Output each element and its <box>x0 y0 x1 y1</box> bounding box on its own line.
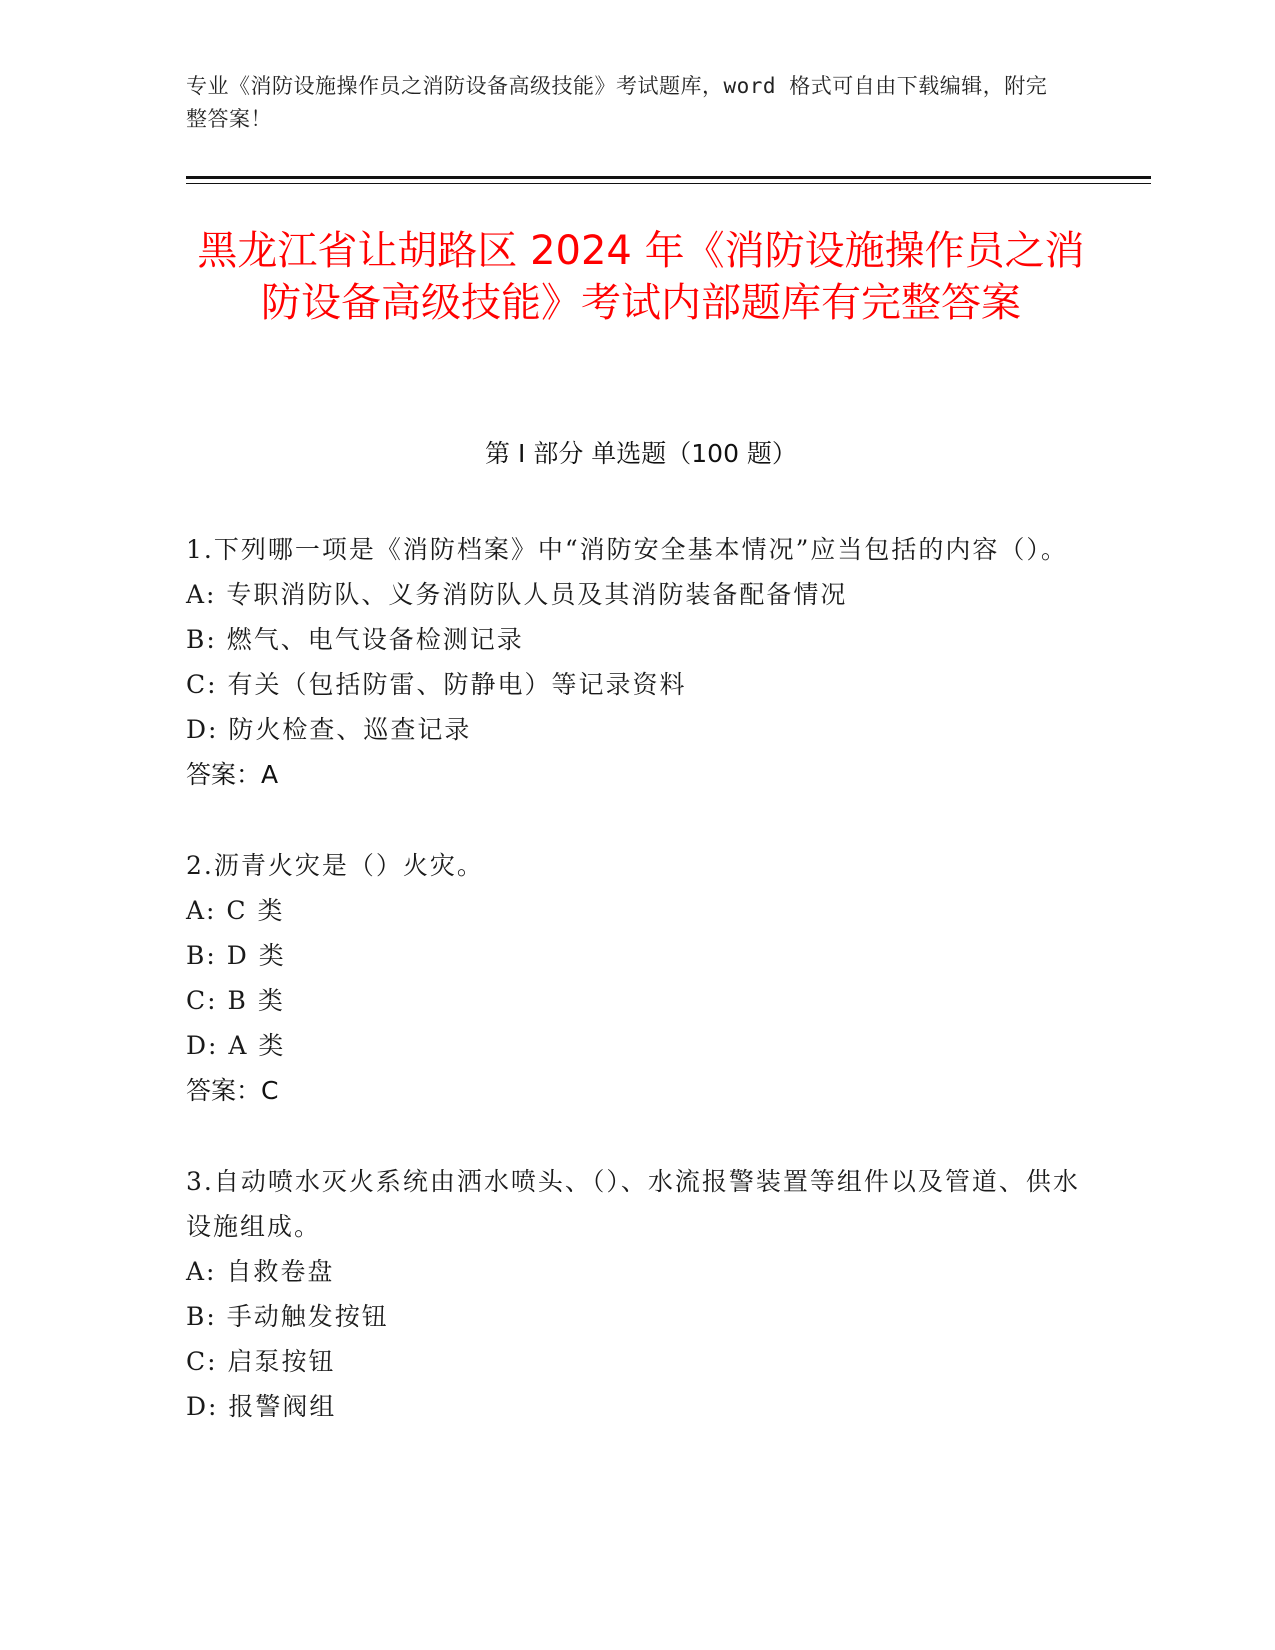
header-rule-thick <box>186 176 1151 179</box>
question-stem: 3.自动喷水灭火系统由洒水喷头、（）、水流报警装置等组件以及管道、供水设施组成。 <box>186 1167 1080 1241</box>
question-3 <box>186 1159 1086 1429</box>
question-stem: 1.下列哪一项是《消防档案》中“消防安全基本情况”应当包括的内容（）。 <box>186 535 1068 564</box>
answer-line: 答案：C <box>186 1076 279 1105</box>
option-a: A: 自救卷盘 <box>186 1257 335 1286</box>
header-rule-thin <box>186 183 1151 184</box>
question-1 <box>186 527 1086 797</box>
section-heading: 第 I 部分 单选题（100 题） <box>485 439 797 468</box>
option-a: A: C 类 <box>186 896 285 925</box>
option-c: C: 启泵按钮 <box>186 1347 336 1376</box>
option-a: A: 专职消防队、义务消防队人员及其消防装备配备情况 <box>186 580 848 609</box>
option-d: D: 报警阀组 <box>186 1392 337 1421</box>
question-stem: 2.沥青火灾是（）火灾。 <box>186 851 484 880</box>
document-title: 黑龙江省让胡路区 2024 年《消防设施操作员之消防设备高级技能》考试内部题库有完整答案 <box>197 228 1085 326</box>
option-c: C: 有关（包括防雷、防静电）等记录资料 <box>186 670 687 699</box>
answer-line: 答案：A <box>186 760 279 789</box>
option-d: D: A 类 <box>186 1031 286 1060</box>
option-b: B: D 类 <box>186 941 286 970</box>
option-d: D: 防火检查、巡查记录 <box>186 715 472 744</box>
question-list <box>186 527 1086 1475</box>
option-b: B: 燃气、电气设备检测记录 <box>186 625 524 654</box>
question-2 <box>186 843 1086 1113</box>
option-b: B: 手动触发按钮 <box>186 1302 389 1331</box>
header-note: 专业《消防设施操作员之消防设备高级技能》考试题库，word 格式可自由下载编辑，附完整答案！ <box>186 74 1048 131</box>
option-c: C: B 类 <box>186 986 285 1015</box>
